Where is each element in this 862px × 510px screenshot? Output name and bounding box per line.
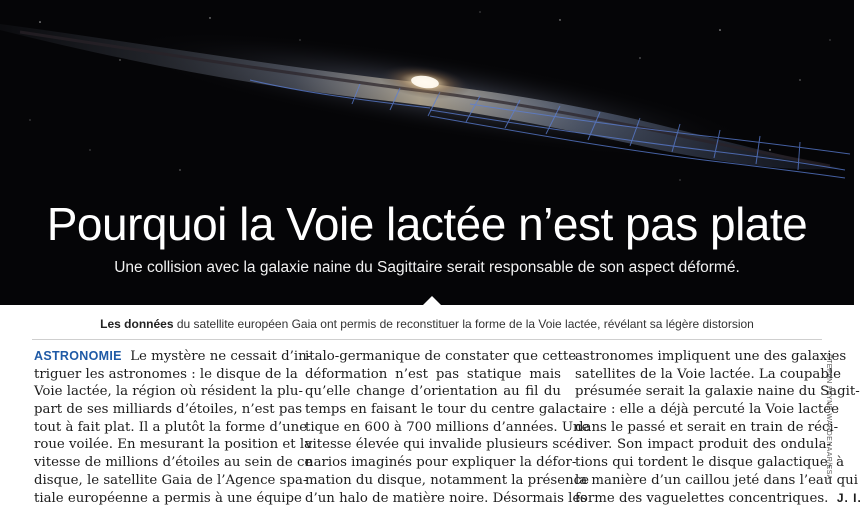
column-line: présumée serait la galaxie naine du Sagit- (575, 384, 860, 400)
column-line: d’un halo de matière noire. Désormais les (305, 490, 588, 506)
caption-text: du satellite européen Gaia ont permis de reconstituer la forme de la Voie lactée, révélant sa légère distorsion (173, 317, 754, 331)
column-line (575, 490, 862, 508)
column-line: vitesse élevée qui invalide plusieurs scé- (305, 437, 579, 453)
column-line: part de ses milliards d’étoiles, n’est pas (34, 402, 303, 418)
caption-lead: Les données (100, 317, 174, 331)
article-column-2 (305, 348, 590, 507)
headline: Pourquoi la Voie lactée n’est pas plate (46, 198, 808, 250)
subheadline: Une collision avec la galaxie naine du Sagittaire serait responsable de son aspect déformé. (114, 259, 740, 276)
column-line: tions qui tordent le disque galactique, à (575, 455, 845, 471)
column-line: astronomes impliquent une des galaxies (575, 349, 847, 364)
section-kicker: ASTRONOMIE (34, 349, 122, 363)
column-line: temps en faisant le tour du centre galac- (305, 402, 580, 418)
column-line-text: Le mystère ne cessait d’in- (130, 349, 312, 364)
column-line: vitesse de millions d’étoiles au sein de ce (34, 455, 313, 471)
column-line: tique en 600 à 700 millions d’années. Une (305, 419, 590, 435)
author-signature: J. I. (836, 490, 862, 505)
column-line: mation du disque, notamment la présence (305, 472, 589, 488)
column-line: tout à fait plat. Il a plutôt la forme d’une (34, 419, 308, 435)
column-line: tiale européenne a permis à une équipe (34, 490, 302, 506)
caption-pointer (422, 296, 442, 306)
column-line: disque, le satellite Gaia de l’Agence spa- (34, 472, 308, 488)
caption-divider (32, 339, 822, 340)
column-line: Voie lactée, la région où résident la plu- (34, 384, 303, 400)
column-line: diver. Son impact produit des ondula- (575, 437, 831, 453)
column-line (34, 348, 312, 366)
column-line: italo-germanique de constater que cette (305, 349, 577, 364)
column-line: la manière d’un caillou jeté dans l’eau qui (575, 472, 858, 488)
column-line: roue voilée. En mesurant la position et la (34, 437, 313, 453)
column-line-text: forme des vaguelettes concentriques. (575, 490, 829, 506)
article-column-3 (575, 348, 862, 507)
column-line: qu’elle change d’orientation au fil du (305, 384, 561, 400)
column-line: taire : elle a déjà percuté la Voie lactée (575, 402, 840, 418)
column-line: satellites de la Voie lactée. La coupable (575, 366, 841, 382)
article-column-1 (34, 348, 313, 507)
column-line: dans le passé et serait en train de réci- (575, 419, 839, 435)
column-line: narios imaginés pour expliquer la défor- (305, 455, 577, 471)
photo-caption (0, 316, 854, 332)
column-line: triguer les astronomes : le disque de la (34, 366, 298, 382)
photo-credit: STEFAN PAYNE-WARDENAAR/ESA (825, 354, 832, 480)
column-line: déformation n’est pas statique mais (305, 366, 561, 382)
